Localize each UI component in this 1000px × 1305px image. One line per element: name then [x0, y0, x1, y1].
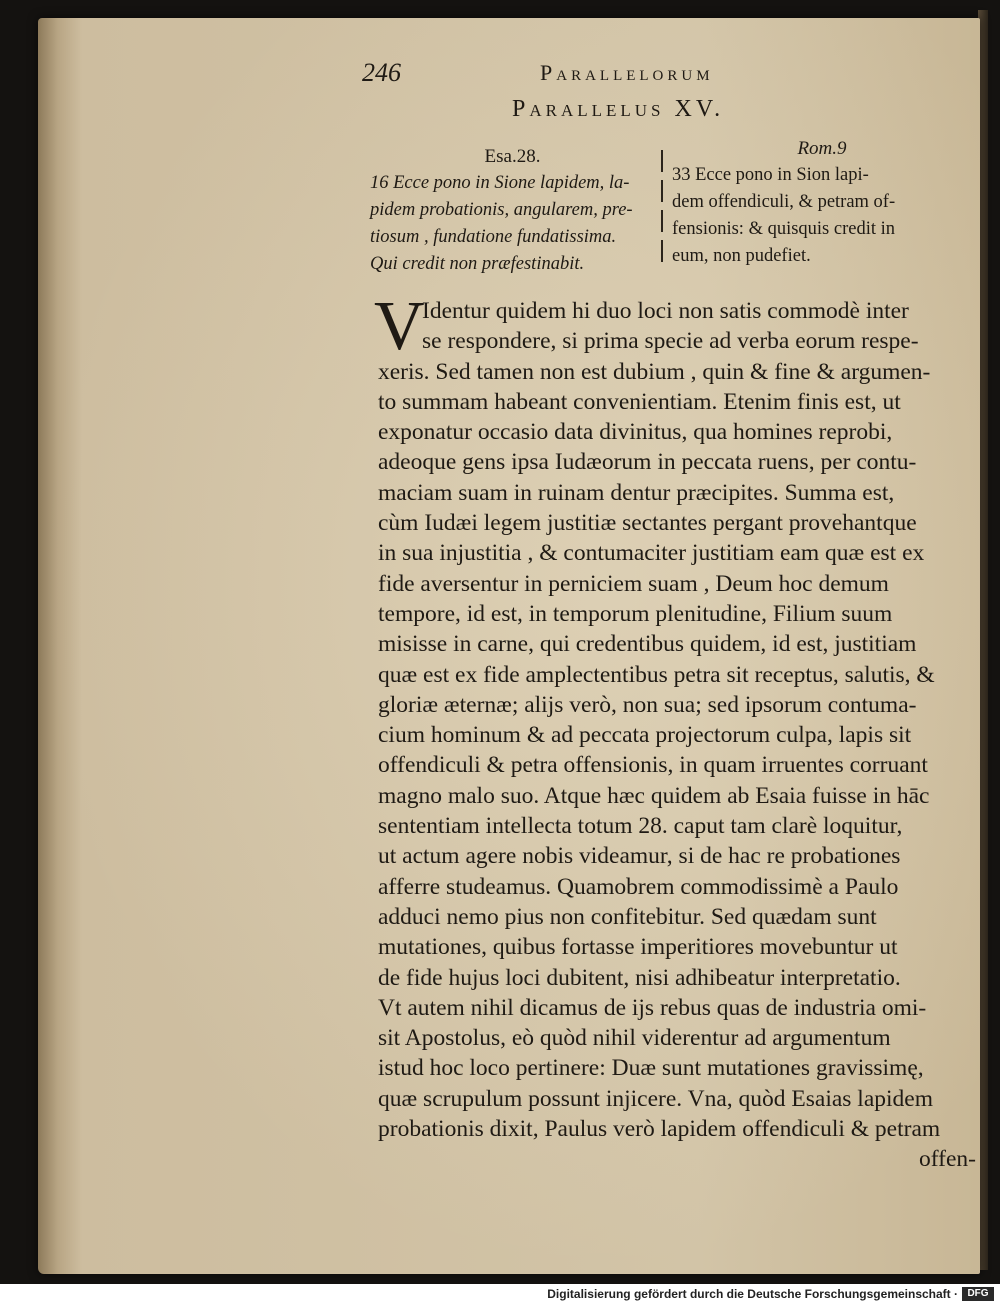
right-column-line: eum, non pudefiet. — [672, 246, 811, 266]
left-column-line: pidem probationis, angularem, pre- — [370, 200, 633, 220]
left-column-line: tiosum , fundatione fundatissima. — [370, 227, 617, 247]
body-line: gloriæ æternæ; alijs verò, non sua; sed ipsorum contuma- — [378, 691, 917, 718]
right-column-romans — [672, 138, 972, 270]
page-header — [362, 58, 822, 92]
body-line: se respondere, si prima specie ad verba eorum respe- — [422, 328, 919, 355]
right-column-line: fensionis: & quisquis credit in — [672, 219, 896, 239]
left-column-line: Qui credit non præfestinabit. — [370, 254, 585, 274]
body-line: exponatur occasio data divinitus, qua homines reprobi, — [378, 419, 893, 446]
body-line: afferre studeamus. Quamobrem commodissimè a Paulo — [378, 873, 899, 900]
body-text — [374, 288, 976, 1175]
column-divider — [661, 150, 663, 270]
page-number: 246 — [362, 58, 401, 87]
drop-cap: V — [374, 288, 425, 365]
right-column-line: 33 Ecce pono in Sion lapi- — [672, 165, 869, 185]
left-column-line: 16 Ecce pono in Sione lapidem, la- — [370, 173, 630, 193]
body-line: tempore, id est, in temporum plenitudine, Filium suum — [378, 600, 893, 627]
body-line: to summam habeant convenientiam. Etenim finis est, ut — [378, 388, 901, 415]
body-line: adduci nemo pius non confitebitur. Sed quædam sunt — [378, 903, 877, 930]
body-line: maciam suam in ruinam dentur præcipites. Summa est, — [378, 479, 895, 506]
body-line: misisse in carne, qui credentibus quidem, id est, justitiam — [378, 631, 917, 658]
funding-notice: Digitalisierung gefördert durch die Deutsche Forschungsgemeinschaft · — [547, 1287, 958, 1301]
body-line: adeoque gens ipsa Iudæorum in peccata ruens, per contu- — [378, 449, 917, 476]
footer-bar — [0, 1284, 1000, 1305]
section-title: Parallelus XV. — [512, 96, 725, 122]
body-line: cium hominum & ad peccata projectorum culpa, lapis sit — [378, 722, 912, 749]
right-column-line: dem offendiculi, & petram of- — [672, 192, 896, 212]
body-line: in sua injustitia , & contumaciter justitiam eam quæ est ex — [378, 540, 925, 567]
body-line: magno malo suo. Atque hæc quidem ab Esaia fuisse in hāc — [378, 782, 930, 809]
body-line: cùm Iudæi legem justitiæ sectantes pergant provehantque — [378, 510, 917, 537]
body-line: Vt autem nihil dicamus de ijs rebus quas de industria omi- — [378, 994, 927, 1021]
body-line: ut actum agere nobis videamur, si de hac re probationes — [378, 843, 901, 870]
body-line: sit Apostolus, eò quòd nihil viderentur ad argumentum — [378, 1025, 891, 1052]
body-line: sententiam intellecta totum 28. caput tam clarè loquitur, — [378, 813, 903, 840]
running-head: Parallelorum — [540, 60, 714, 85]
body-line: istud hoc loco pertinere: Duæ sunt mutationes gravissimę, — [378, 1055, 924, 1082]
body-line: mutationes, quibus fortasse imperitiores movebuntur ut — [378, 934, 898, 961]
body-line: quæ est ex fide amplectentibus petra sit receptus, salutis, & — [378, 661, 935, 688]
dfg-logo: DFG — [962, 1287, 994, 1301]
body-line: fide aversentur in perniciem suam , Deum hoc demum — [378, 570, 889, 597]
body-line: xeris. Sed tamen non est dubium , quin & fine & argumen- — [378, 358, 931, 385]
body-line: quæ scrupulum possunt injicere. Vna, quòd Esaias lapidem — [378, 1085, 933, 1112]
body-line: offendiculi & petra offensionis, in quam irruentes corruant — [378, 752, 928, 779]
body-line: offen- — [919, 1146, 976, 1173]
right-column-reference: Rom.9 — [797, 138, 847, 159]
body-line: de fide hujus loci dubitent, nisi adhibeatur interpretatio. — [378, 964, 901, 991]
left-column-reference: Esa.28. — [484, 146, 541, 167]
body-line: probationis dixit, Paulus verò lapidem offendiculi & petram — [378, 1116, 941, 1143]
left-column-esaias — [370, 146, 655, 278]
body-line: Identur quidem hi duo loci non satis commodè inter — [422, 298, 909, 324]
